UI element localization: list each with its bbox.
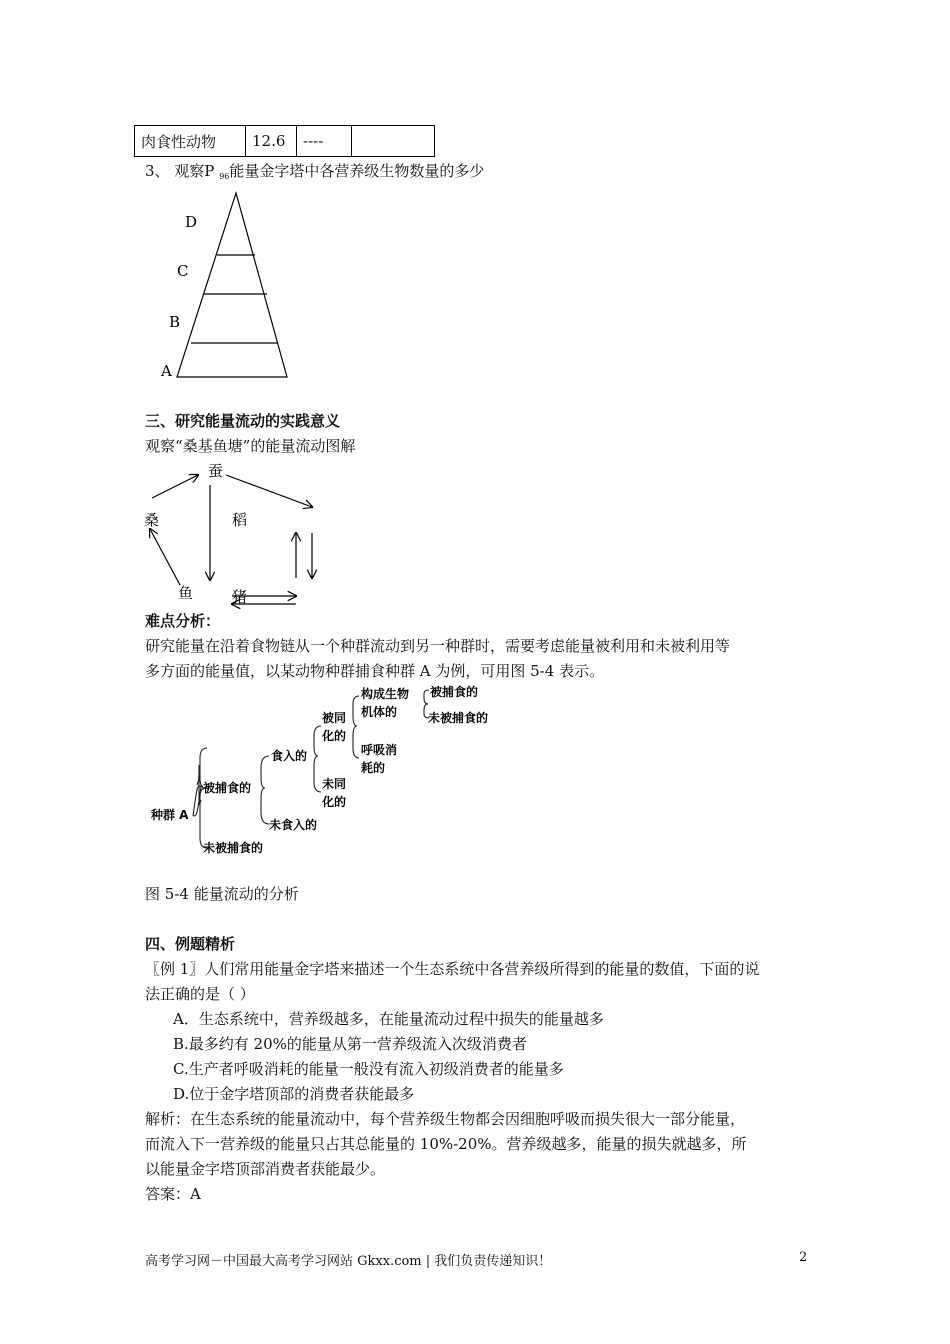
option-c: C.生产者呼吸消耗的能量一般没有流入初级消费者的能量多: [173, 1060, 564, 1078]
table-row: [135, 126, 435, 157]
question-3: 3、 观察P $_{96}$能量金字塔中各营养级生物数量的多少: [145, 162, 485, 181]
option-b: B.最多约有 20%的能量从第一营养级流入次级消费者: [173, 1035, 527, 1053]
option-a: A．生态系统中，营养级越多，在能量流动过程中损失的能量越多: [173, 1010, 604, 1028]
pyramid-label-c: C: [177, 262, 189, 280]
tree-not-captured: 未被捕食的: [203, 841, 264, 855]
difficulty-text-line: 研究能量在沿着食物链从一个种群流动到另一种群时，需要考虑能量被利用和未被利用等: [145, 637, 731, 655]
pyramid-label-b: B: [169, 313, 181, 331]
section-3-heading: 三、研究能量流动的实践意义: [145, 412, 341, 430]
analysis-text-line: 而流入下一营养级的能量只占其总能量的 10%-20%。营养级越多，能量的损失就越多，所: [145, 1135, 747, 1153]
tree-not-assimilated: 未同: [322, 777, 347, 791]
arrow-fish-to-mulberry: [150, 529, 180, 585]
energy-pyramid-diagram: [150, 185, 310, 385]
tree-not-preyed: 未被捕食的: [428, 711, 489, 725]
pyramid-label-a: A: [161, 362, 172, 380]
table-cell: ----: [297, 126, 352, 157]
tree-assimilated: 被同: [322, 711, 347, 725]
table-cell: 12.6: [246, 126, 297, 157]
page-footer: 高考学习网－中国最大高考学习网站 Gkxx.com | 我们负责传递知识！: [145, 1254, 552, 1269]
tree-root: 种群 A: [151, 808, 189, 822]
tree-assimilated: 化的: [322, 729, 347, 743]
analysis-text-line: 解析：在生态系统的能量流动中，每个营养级生物都会因细胞呼吸而损失很大一部分能量，: [145, 1110, 746, 1128]
label-pig: 猪: [232, 588, 248, 606]
energy-flow-analysis-tree: [145, 680, 515, 860]
page-number: 2: [799, 1250, 808, 1265]
tree-preyed: 被捕食的: [430, 685, 479, 699]
option-d: D.位于金字塔顶部的消费者获能最多: [173, 1085, 415, 1103]
tree-not-assimilated: 化的: [322, 795, 347, 809]
tree-eaten: 食入的: [271, 749, 308, 763]
energy-table: [134, 125, 435, 157]
label-rice: 稻: [232, 511, 248, 529]
mulberry-fish-pond-diagram: [140, 455, 340, 610]
table-cell: 肉食性动物: [135, 126, 246, 157]
label-fish: 鱼: [178, 584, 194, 602]
pyramid-label-d: D: [185, 213, 198, 231]
example-text-line: 法正确的是（ ）: [145, 985, 255, 1003]
section-4-heading: 四、例题精析: [145, 935, 236, 953]
label-mulberry: 桑: [144, 511, 160, 529]
example-text-line: 〖例 1〗人们常用能量金字塔来描述一个生态系统中各营养级所得到的能量的数值，下面的说: [145, 960, 760, 978]
arrow-mulberry-to-silkworm: [152, 475, 198, 498]
difficulty-heading: 难点分析：: [145, 612, 221, 630]
tree-body: 机体的: [361, 705, 398, 719]
tree-respiration: 呼吸消: [361, 743, 398, 757]
arrow-silkworm-to-pond: [226, 475, 312, 507]
figure-caption: 图 5-4 能量流动的分析: [145, 885, 299, 903]
tree-captured: 被捕食的: [203, 781, 252, 795]
analysis-text-line: 以能量金字塔顶部消费者获能最少。: [145, 1160, 386, 1178]
table-cell: [352, 126, 435, 157]
label-silkworm: 蚕: [208, 462, 224, 480]
difficulty-text-line: 多方面的能量值，以某动物种群捕食种群 A 为例，可用图 5-4 表示。: [145, 662, 605, 680]
pond-intro: 观察“桑基鱼塘”的能量流动图解: [145, 437, 356, 455]
tree-body: 构成生物: [361, 687, 410, 701]
answer: 答案：A: [145, 1185, 201, 1203]
tree-not-eaten: 未食入的: [269, 818, 318, 832]
tree-respiration: 耗的: [361, 761, 386, 775]
